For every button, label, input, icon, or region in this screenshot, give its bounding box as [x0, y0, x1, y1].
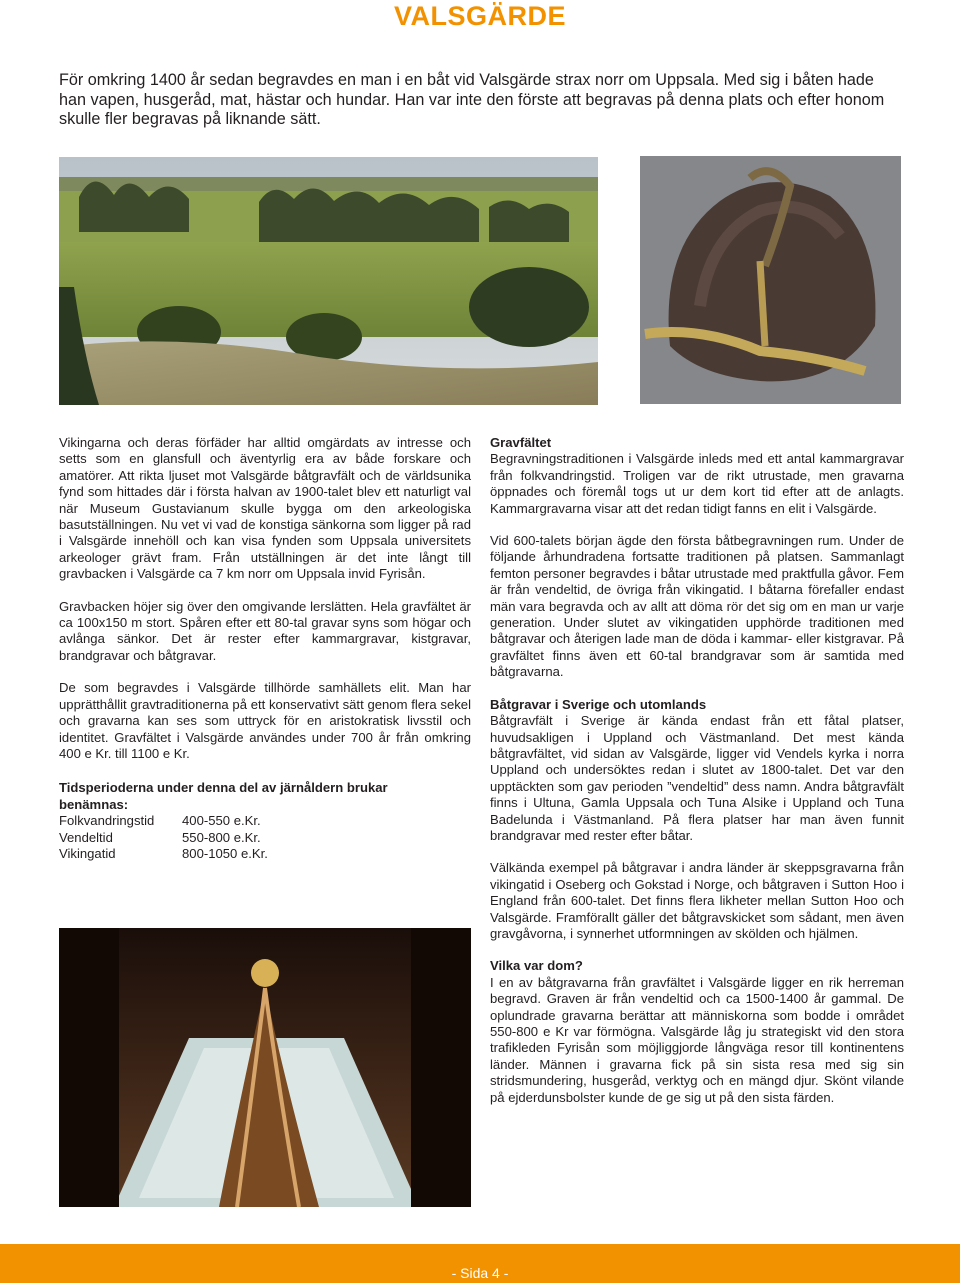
paragraph: Båtgravfält i Sverige är kända endast från ett fåtal platser, huvudsakligen i Uppland och Västmanland. Det mest kända båtgravfältet, vid sidan av Valsgärde, ligger vid Vendels kyrka i norra Uppland och undersöktes redan i slutet av 1800-talet. Det var den upptäckten som gav perioden ”vendeltid” dess namn. Andra båtgravfält finns i Ultuna, Gamla Uppsala och Tuna Alsike i Uppland och Tuna Badelunda i Västmanland. På flera platser har man även funnit brandgravar med rester efter båtar.	[490, 713, 904, 843]
section-gravfaltet	[490, 435, 904, 517]
landscape-photo	[59, 157, 598, 405]
period-dates: 400-550 e.Kr.	[182, 813, 261, 829]
paragraph: Vikingarna och deras förfäder har alltid omgärdats av intresse och setts som en glansfull och äventyrlig era av både forskare och amatörer. Att rikta ljuset mot Valsgärde båtgravfält och de världsunika fynd som hittades där i första halvan av 1900-talet blev ett naturligt val när Museum Gustavianum skulle bygga om den arkeologiska basutställningen. Nu vet vi vad de konstiga sänkorna som ligger på rad i Valsgärde innehöll och kan visa fynden som Uppsala universitets arkeologer grävt fram. Från utställningen är det inte långt till gravbacken i Valsgärde ca 7 km norr om Uppsala invid Fyrisån.	[59, 435, 471, 582]
section-boat-graves	[490, 697, 904, 845]
paragraph: Välkända exempel på båtgravar i andra länder är skeppsgravarna från vikingatid i Oseberg och Gokstad i Norge, och båtgraven i Sutton Hoo i England från 600-talet. Det finns flera likheter mellan Sutton Hoo och Valsgärde. Framförallt gäller det båtgravskicket som sådant, men även gravgåvorna, i synnerhet utformningen av skölden och hjälmen.	[490, 860, 904, 941]
periods-block	[59, 780, 471, 862]
section-who	[490, 958, 904, 1106]
period-dates: 800-1050 e.Kr.	[182, 845, 268, 861]
section-heading: Båtgravar i Sverige och utomlands	[490, 696, 707, 712]
page-title: VALSGÄRDE	[393, 1, 566, 31]
left-column	[59, 435, 471, 862]
paragraph: Vid 600-talets början ägde den första båtbegravningen rum. Under de följande århundradena fortsatte traditionen på platsen. Sammanlagt femton personer begravdes i båtar utrustade med praktfulla gåvor. Fem är från vendeltid, de övriga från vikingatid. I båtarna förefaller endast män vara begravda och av allt att döma rör det sig om en man ur varje generation. Under slutet av vikingatiden upphörde traditionen med båtgravar och återigen lade man de döda i kammar- eller kistgravar. På gravfältet finns även ett 60-tal brandgravar som är samtida med båtgravarna.	[490, 533, 904, 680]
period-dates: 550-800 e.Kr.	[182, 829, 261, 845]
intro-paragraph: För omkring 1400 år sedan begravdes en man i en båt vid Valsgärde strax norr om Uppsala. Med sig i båten hade han vapen, husgeråd, mat, hästar och hundar. Han var inte den förste att begravas på denna plats och efter honom skulle fler begravas på liknande sätt.	[59, 71, 885, 129]
section-heading: Gravfältet	[490, 435, 552, 450]
period-name: Vendeltid	[59, 829, 113, 845]
periods-heading: Tidsperioderna under denna del av järnåldern brukar benämnas:	[59, 780, 388, 812]
museum-photo	[59, 928, 471, 1207]
period-name: Vikingatid	[59, 845, 116, 861]
paragraph: Begravningstraditionen i Valsgärde inleds med ett antal kammargravar från folkvandringstid. Troligen var de rikt utrustade, men gravarna öppnades och föremål togs ut ur dem kort tid efter att de anlagts. Kammargravarna visar att det redan tidigt fanns en elit i Valsgärde.	[490, 451, 904, 516]
section-boat-burial	[490, 533, 904, 681]
paragraph: Gravbacken höjer sig över den omgivande lerslätten. Hela gravfältet är ca 100x150 m stort. Spåren efter ett 80-tal gravar syns som högar och avlånga sänkor. Det är rester efter kammargravar, kistgravar, brandgravar och båtgravar.	[59, 598, 471, 663]
paragraph: I en av båtgravarna från gravfältet i Valsgärde ligger en rik herreman begravd. Graven är från vendeltid och ca 1500-1400 år gammal. De oplundrade gravarna berättar att människorna som bodde i området 550-800 e Kr var förmögna. Valsgärde låg ju strategiskt vid den stora trafikleden Fyrisån som möjliggjorde långväga resor till kontinentens länder. Männen i gravarna fick på sin sista resa med sig sin stridsmundering, husgeråd, verktyg och en mängd djur. Skönt vilande på ejderdunsbolster kunde de ge sig ut på den sista färden.	[490, 974, 904, 1105]
period-row	[59, 846, 471, 862]
right-column	[490, 435, 904, 1106]
helmet-photo	[640, 156, 901, 404]
period-row	[59, 813, 471, 829]
section-heading: Vilka var dom?	[490, 958, 583, 974]
page-number: - Sida 4 -	[451, 1265, 509, 1281]
paragraph: De som begravdes i Valsgärde tillhörde samhällets elit. Man har upprätthållit gravtraditionerna på ett konservativt sätt genom flera sekel och gravarna kan ses som uttryck för en aristokratisk livsstil och identitet. Gravfältet i Valsgärde användes under 700 år från omkring 400 e Kr. till 1100 e Kr.	[59, 680, 471, 761]
period-name: Folkvandringstid	[59, 813, 155, 829]
section-examples	[490, 860, 904, 942]
period-row	[59, 830, 471, 846]
page-footer	[0, 1244, 960, 1283]
